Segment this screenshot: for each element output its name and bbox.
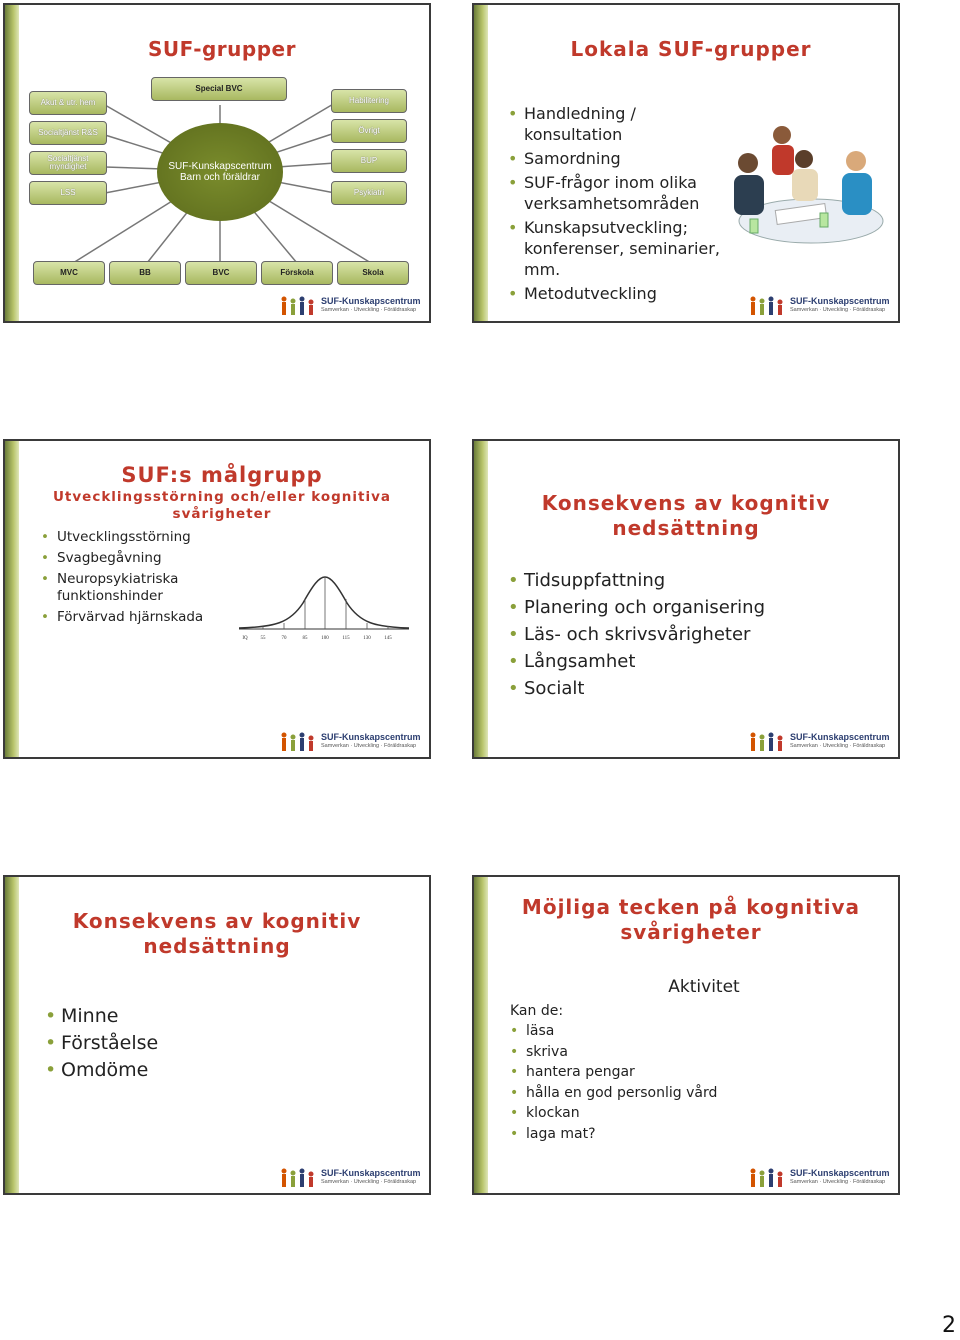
- slide-title: SUF-grupper: [148, 37, 296, 61]
- box-lss: LSS: [29, 181, 107, 205]
- list-item: • Långsamhet: [506, 648, 886, 675]
- list-item: • Förvärvad hjärnskada: [39, 609, 239, 626]
- slide-konsekvens-1: [472, 439, 900, 759]
- slide-konsekvens-2: [3, 875, 431, 1195]
- bullet-list: [39, 529, 239, 626]
- people-logo-icon: [279, 1167, 319, 1189]
- suf-logo: [279, 731, 421, 753]
- curve-label: 85: [302, 636, 308, 641]
- slide-title: Möjliga tecken på kognitiva svårigheter: [521, 895, 861, 944]
- box-habilitering: Habilitering: [331, 89, 407, 113]
- curve-label: 115: [342, 636, 350, 641]
- list-item: • Samordning: [506, 148, 738, 169]
- logo-subtext: Samverkan · Utveckling · Föräldraskap: [790, 307, 886, 313]
- box-mvc: MVC: [33, 261, 105, 285]
- center-hub-line2: Barn och föräldrar: [179, 172, 261, 183]
- box-socialtjanst-myndighet: Socialtjänst myndighet: [29, 151, 107, 175]
- logo-subtext: Samverkan · Utveckling · Föräldraskap: [790, 743, 886, 749]
- list-item: • SUF-frågor inom olika verksamhetsområden: [506, 172, 738, 214]
- slide-accent-bar: [474, 5, 488, 321]
- curve-label: 70: [281, 636, 287, 641]
- list-item: • Läs- och skrivsvårigheter: [506, 621, 886, 648]
- list-item: • Handledning / konsultation: [506, 103, 738, 145]
- people-logo-icon: [748, 295, 788, 317]
- slide-subtitle: Utvecklingsstörning och/eller kognitiva svårigheter: [52, 489, 392, 522]
- suf-logo: [748, 1167, 890, 1189]
- logo-subtext: Samverkan · Utveckling · Föräldraskap: [321, 743, 417, 749]
- people-logo-icon: [279, 731, 319, 753]
- slide-mojliga-tecken: [472, 875, 900, 1195]
- people-logo-icon: [748, 1167, 788, 1189]
- activity-heading: Aktivitet: [668, 977, 740, 997]
- bullet-list: [508, 1021, 888, 1144]
- suf-logo: [748, 295, 890, 317]
- slide-title: Konsekvens av kognitiv nedsättning: [541, 491, 831, 540]
- logo-subtext: Samverkan · Utveckling · Föräldraskap: [321, 1179, 417, 1185]
- slide-sufs-malgrupp: [3, 439, 431, 759]
- logo-text: SUF-Kunskapscentrum: [790, 1168, 890, 1178]
- meeting-illustration: [726, 121, 886, 251]
- list-item: • Minne: [43, 1003, 403, 1030]
- bullet-list: [506, 567, 886, 702]
- suf-logo: [748, 731, 890, 753]
- slide-title: Konsekvens av kognitiv nedsättning: [72, 909, 362, 958]
- curve-label: 55: [260, 636, 266, 641]
- slide-title: Lokala SUF-grupper: [570, 37, 812, 61]
- list-item: • Förståelse: [43, 1030, 403, 1057]
- list-item: • laga mat?: [508, 1124, 888, 1145]
- center-hub: [157, 123, 283, 221]
- box-bvc: BVC: [185, 261, 257, 285]
- people-logo-icon: [279, 295, 319, 317]
- curve-label: 130: [363, 636, 371, 641]
- list-item: • Planering och organisering: [506, 594, 886, 621]
- suf-logo: [279, 1167, 421, 1189]
- list-item: • skriva: [508, 1042, 888, 1063]
- box-akut-utr-hem: Akut & utr. hem: [29, 91, 107, 115]
- curve-label: IQ: [242, 636, 248, 641]
- box-bup: BUP: [331, 149, 407, 173]
- slide-accent-bar: [474, 877, 488, 1193]
- logo-text: SUF-Kunskapscentrum: [321, 732, 421, 742]
- logo-text: SUF-Kunskapscentrum: [321, 296, 421, 306]
- slide-suf-grupper: [3, 3, 431, 323]
- box-socialtjanst-rs: Socialtjänst R&S: [29, 121, 107, 145]
- suf-logo: [279, 295, 421, 317]
- logo-subtext: Samverkan · Utveckling · Föräldraskap: [790, 1179, 886, 1185]
- list-item: • Socialt: [506, 675, 886, 702]
- box-special-bvc: Special BVC: [151, 77, 287, 101]
- people-logo-icon: [748, 731, 788, 753]
- bullet-list: [43, 1003, 403, 1084]
- box-skola: Skola: [337, 261, 409, 285]
- logo-text: SUF-Kunskapscentrum: [790, 296, 890, 306]
- bullet-list: [506, 103, 738, 304]
- list-item: • Tidsuppfattning: [506, 567, 886, 594]
- list-item: • Utvecklingsstörning: [39, 529, 239, 546]
- activity-intro: Kan de:: [510, 1003, 564, 1019]
- list-item: • hantera pengar: [508, 1062, 888, 1083]
- list-item: • Kunskapsutveckling; konferenser, seminarier, mm.: [506, 217, 738, 280]
- logo-subtext: Samverkan · Utveckling · Föräldraskap: [321, 307, 417, 313]
- box-ovrigt: Övrigt: [331, 119, 407, 143]
- slide-accent-bar: [474, 441, 488, 757]
- list-item: • klockan: [508, 1103, 888, 1124]
- box-psykiatri: Psykiatri: [331, 181, 407, 205]
- logo-text: SUF-Kunskapscentrum: [790, 732, 890, 742]
- list-item: • Neuropsykiatriska funktionshinder: [39, 571, 239, 605]
- normal-distribution-curve: [235, 571, 415, 651]
- slide-lokala-suf-grupper: [472, 3, 900, 323]
- page-number: 2: [942, 1313, 956, 1338]
- slide-accent-bar: [5, 877, 19, 1193]
- list-item: • hålla en god personlig vård: [508, 1083, 888, 1104]
- box-forskola: Förskola: [261, 261, 333, 285]
- list-item: • Metodutveckling: [506, 283, 738, 304]
- curve-label: 100: [321, 636, 329, 641]
- slide-title: SUF:s målgrupp: [121, 463, 323, 487]
- list-item: • Svagbegåvning: [39, 550, 239, 567]
- list-item: • Omdöme: [43, 1057, 403, 1084]
- list-item: • läsa: [508, 1021, 888, 1042]
- slide-accent-bar: [5, 441, 19, 757]
- box-bb: BB: [109, 261, 181, 285]
- logo-text: SUF-Kunskapscentrum: [321, 1168, 421, 1178]
- center-hub-line1: SUF-Kunskapscentrum: [168, 161, 272, 172]
- curve-label: 145: [384, 636, 392, 641]
